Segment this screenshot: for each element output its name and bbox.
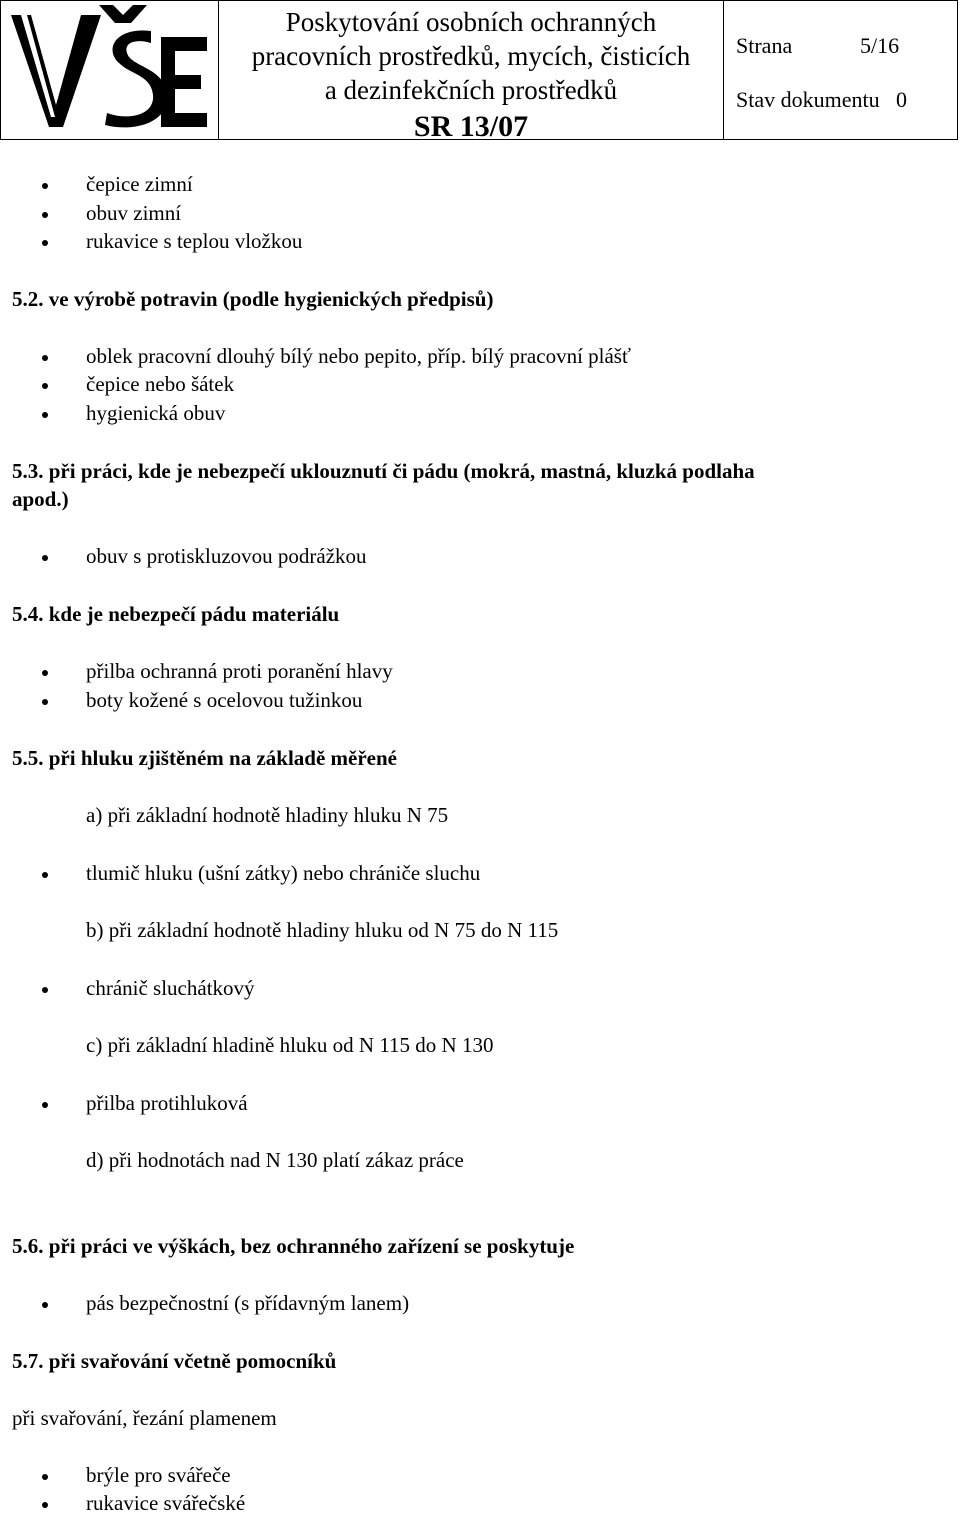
section-5-5-heading: 5.5. při hluku zjištěném na základě měřené — [12, 746, 397, 770]
subsection-b: b) při základní hodnotě hladiny hluku od N 75 do N 115 — [86, 918, 559, 942]
subsection-c: c) při základní hladině hluku od N 115 do N 130 — [86, 1033, 494, 1057]
document-meta — [724, 1, 959, 139]
status-value: 0 — [896, 87, 907, 112]
status-label: Stav dokumentu — [736, 87, 880, 112]
page-value: 5/16 — [860, 33, 900, 58]
section-5-3-heading: 5.3. při práci, kde je nebezpečí uklouznutí či pádu (mokrá, mastná, kluzká podlaha — [12, 459, 755, 483]
subsection-d: d) při hodnotách nad N 130 platí zákaz práce — [86, 1148, 464, 1172]
page-label: Strana — [736, 33, 793, 58]
section-5-7-heading: 5.7. při svařování včetně pomocníků — [12, 1349, 337, 1373]
title-line-3: a dezinfekčních prostředků — [324, 75, 618, 105]
document-title-block — [219, 1, 724, 143]
title-line-2: pracovních prostředků, mycích, čisticích — [251, 41, 691, 71]
section-5-4-heading: 5.4. kde je nebezpečí pádu materiálu — [12, 602, 340, 626]
page-number-row — [736, 33, 900, 59]
title-line-1: Poskytování osobních ochranných — [285, 7, 657, 37]
section-5-2-heading: 5.2. ve výrobě potravin (podle hygienických předpisů) — [12, 287, 494, 311]
status-row — [736, 87, 907, 113]
vse-logo — [1, 1, 219, 139]
document-code: SR 13/07 — [413, 110, 529, 143]
section-5-6-heading: 5.6. při práci ve výškách, bez ochranného zařízení se poskytuje — [12, 1234, 575, 1258]
subsection-a: a) při základní hodnotě hladiny hluku N 75 — [86, 803, 449, 827]
document-header — [0, 0, 958, 143]
section-5-7-text: při svařování, řezání plamenem — [12, 1406, 277, 1430]
section-5-3-heading-cont: apod.) — [12, 487, 69, 511]
vse-logo-graphic — [1, 1, 217, 139]
